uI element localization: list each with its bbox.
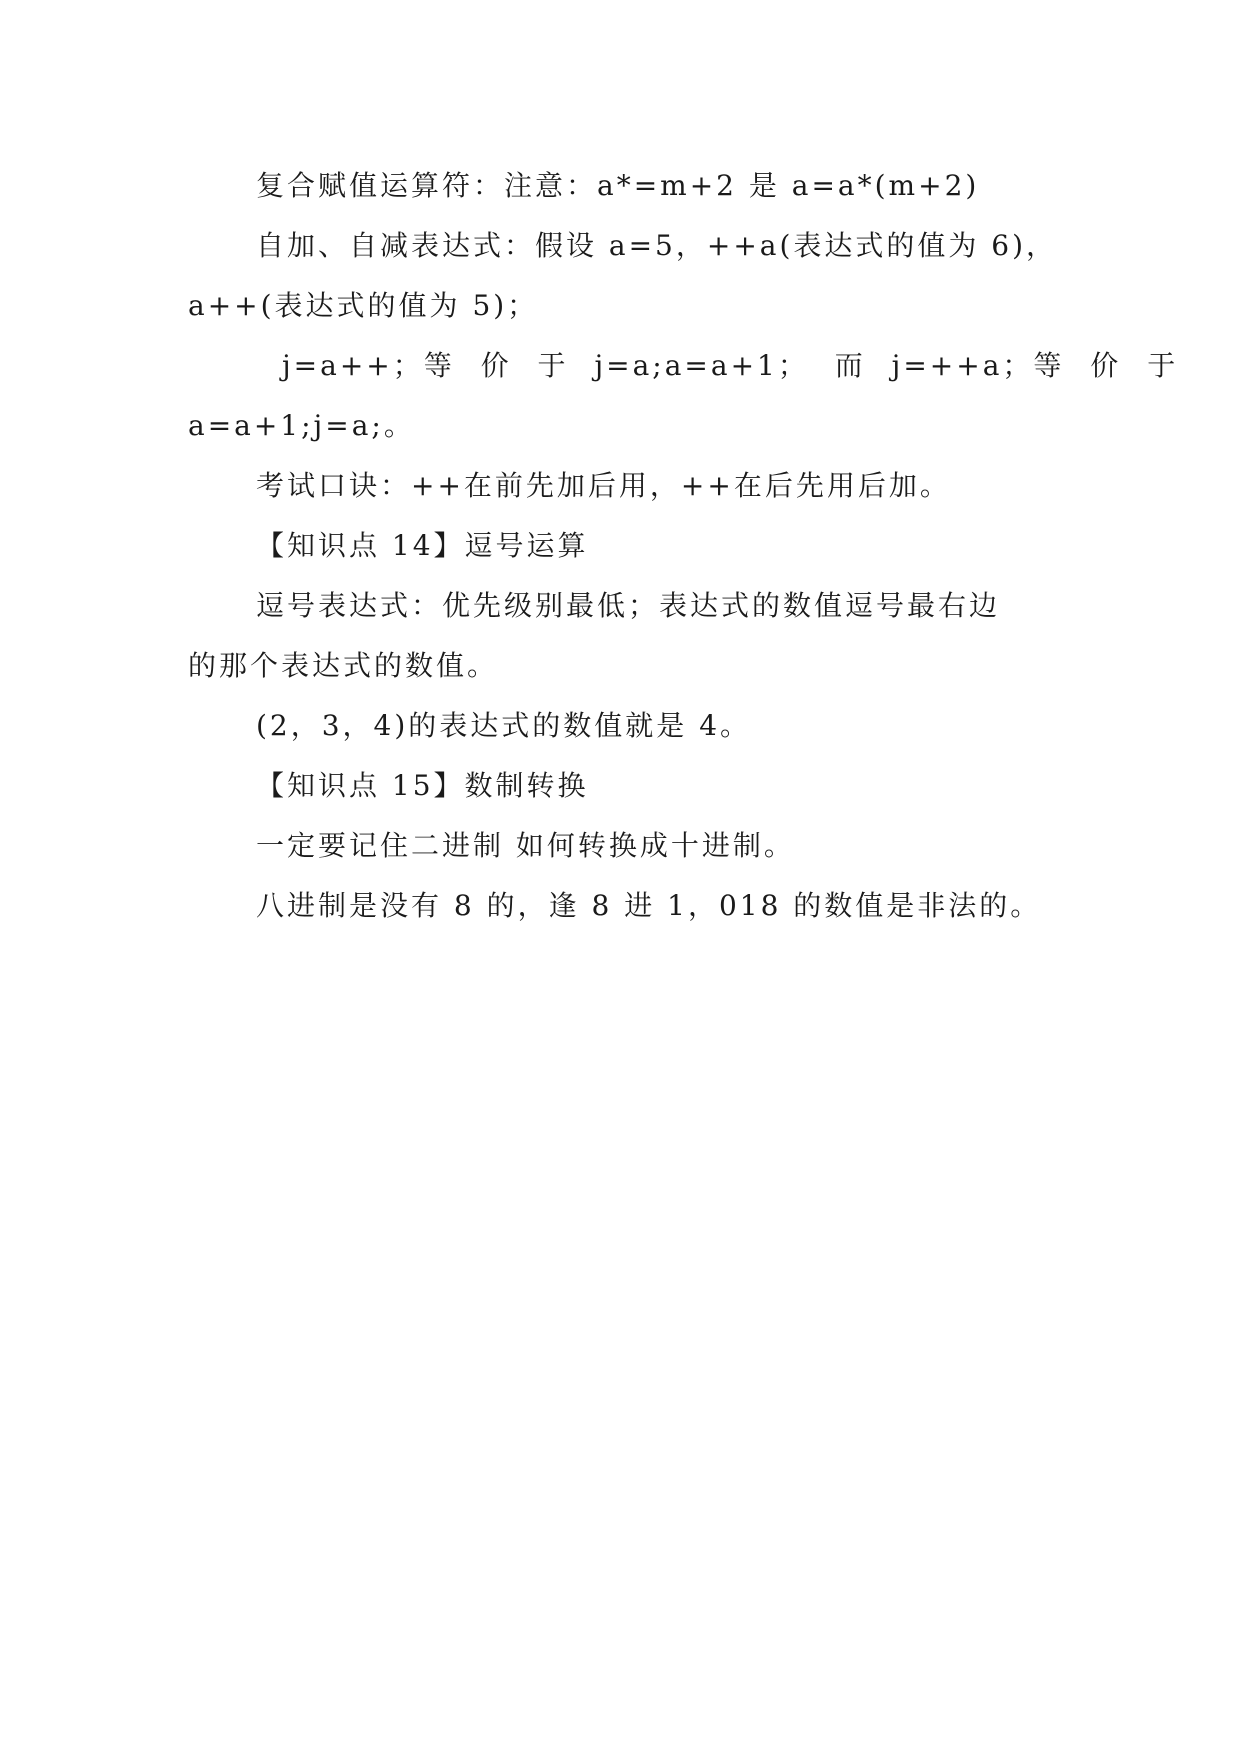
paragraph-equivalence-cont: a=a+1;j=a;。: [188, 409, 415, 442]
paragraph-compound-assignment: 复合赋值运算符：注意：a*=m+2 是 a=a*(m+2): [256, 169, 980, 202]
paragraph-increment-decrement: 自加、自减表达式：假设 a=5，++a(表达式的值为 6)，: [256, 229, 1058, 262]
paragraph-exam-tip: 考试口诀：++在前先加后用，++在后先用后加。: [256, 469, 951, 502]
heading-knowledge-point-15: 【知识点 15】数制转换: [256, 769, 589, 802]
paragraph-comma-expression-cont: 的那个表达式的数值。: [188, 649, 499, 682]
paragraph-binary-conversion: 一定要记住二进制 如何转换成十进制。: [256, 829, 795, 862]
paragraph-comma-expression: 逗号表达式：优先级别最低；表达式的数值逗号最右边: [256, 589, 1001, 622]
paragraph-increment-decrement-cont: a++(表达式的值为 5)；: [188, 289, 539, 322]
paragraph-equivalence: j=a++；等 价 于 j=a;a=a+1； 而 j=++a；等 价 于: [282, 349, 1179, 382]
paragraph-comma-example: (2，3，4)的表达式的数值就是 4。: [256, 709, 752, 742]
heading-knowledge-point-14: 【知识点 14】逗号运算: [256, 529, 589, 562]
paragraph-octal: 八进制是没有 8 的，逢 8 进 1，018 的数值是非法的。: [256, 889, 1042, 922]
